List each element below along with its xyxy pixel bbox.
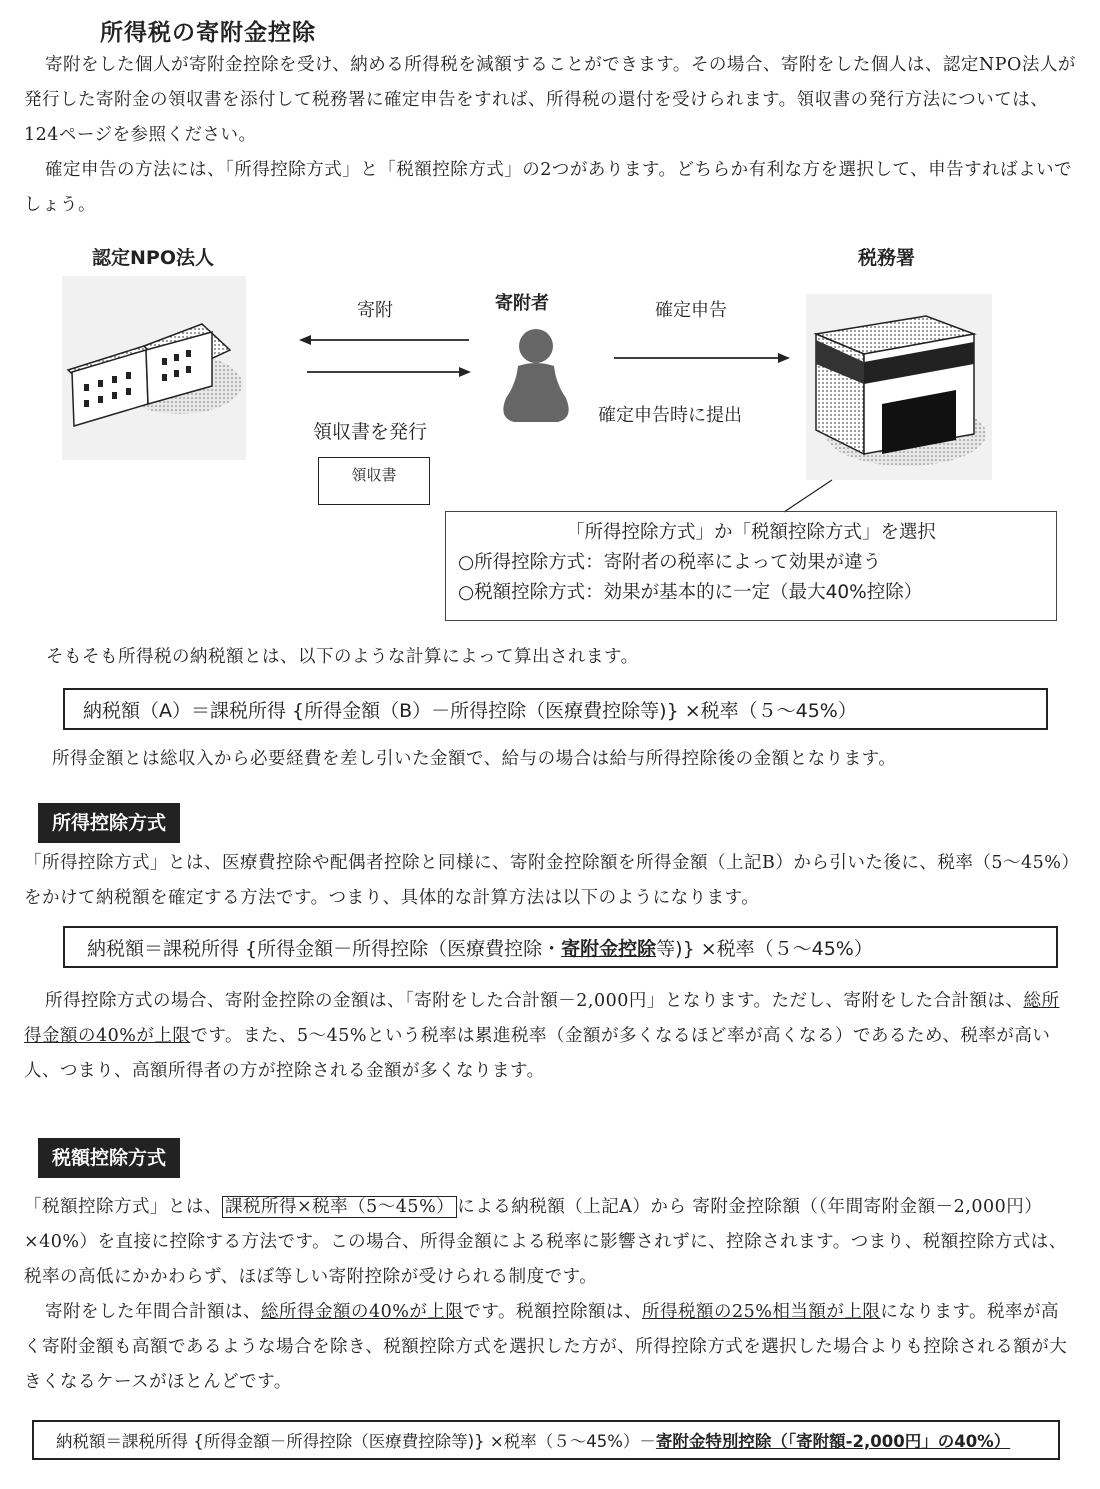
formula-income-deduction-box — [63, 926, 1058, 968]
formula-income-pre: 納税額＝課税所得 {所得金額－所得控除（医療費控除・ — [87, 937, 562, 960]
formula-income-emphasis: 寄附金控除 — [561, 937, 657, 960]
section2-limit-text-1: 総所得金額の40%が上限 — [261, 1302, 464, 1322]
section1-paragraph-1 — [24, 846, 1076, 916]
section1-text-2a: 所得控除方式の場合、寄附金控除の金額は、「寄附をした合計額－2,000円」となります。ただし、寄附をした合計額は、 — [45, 991, 1024, 1011]
office-building-icon — [806, 294, 992, 480]
submit-label: 確定申告時に提出 — [598, 405, 742, 426]
donor-label: 寄附者 — [495, 293, 549, 314]
section2-text-2c: になります。税率が高く寄附金額も高額であるような場合を除き、税額控除方式を選択した方が、所得控除方式を選択した場合よりも控除される額が大きくなるケースがほとんどです。 — [24, 1302, 1068, 1392]
section1-paragraph-2 — [24, 984, 1076, 1089]
calc-intro: そもそも所得税の納税額とは、以下のような計算によって算出されます。 — [46, 647, 639, 667]
section1-text-1: 「所得控除方式」とは、医療費控除や配偶者控除と同様に、寄附金控除額を所得金額（上記B）から引いた後に、税率（5～45%）をかけて納税額を確定する方法です。つまり、具体的な計算方法は以下のようになります。 — [24, 853, 1071, 908]
section2-text-2b: です。税額控除額は、 — [463, 1302, 643, 1322]
donation-label: 寄附 — [357, 300, 393, 321]
section2-framed-text: 課税所得×税率（5～45%） — [222, 1196, 457, 1218]
formula-income-post: 等)} ×税率（５～45%） — [656, 937, 873, 960]
note-line-2: ○所得控除方式：寄附者の税率によって効果が違う — [458, 552, 882, 573]
selection-note-box — [445, 511, 1057, 621]
arrow-tax-office — [612, 348, 794, 368]
section-heading-income-deduction: 所得控除方式 — [38, 803, 180, 843]
npo-label: 認定NPO法人 — [92, 247, 214, 269]
income-note: 所得金額とは総収入から必要経費を差し引いた金額で、給与の場合は給与所得控除後の金額となります。 — [52, 749, 897, 769]
section1-limit-text: 総所得金額の40%が上限 — [24, 991, 1060, 1046]
section2-text-1b: による納税額（上記A）から 寄附金控除額（（年間寄附金額－2,000円）×40%）を直接に控除する方法です。この場合、所得金額による税率に影響されずに、控除されます。つまり、税額控除方式は、税率の高低にかかわらず、ほぼ等しい寄附控除が受けられる制度です。 — [24, 1197, 1067, 1287]
section-heading-tax-credit: 税額控除方式 — [38, 1138, 180, 1178]
note-line-1: 「所得控除方式」か「税額控除方式」を選択 — [565, 522, 936, 543]
filing-label: 確定申告 — [655, 300, 727, 321]
section2-text-1a: 「税額控除方式」とは、 — [24, 1197, 222, 1217]
formula-main: 納税額（A）＝課税所得 {所得金額（B）－所得控除（医療費控除等)} ×税率（５～45%） — [83, 699, 857, 722]
tax-office-label: 税務署 — [858, 247, 916, 269]
page-title: 所得税の寄附金控除 — [100, 20, 316, 46]
intro-paragraph-1: 寄附をした個人が寄附金控除を受け、納める所得税を減額することができます。その場合、寄附をした個人は、認定NPO法人が発行した寄附金の領収書を添付して税務署に確定申告をすれば、所得税の還付を受けられます。領収書の発行方法については、124ページを参照ください。 — [24, 55, 1076, 145]
formula-tax-credit-box — [32, 1420, 1060, 1460]
intro-text — [24, 48, 1076, 223]
arrows-npo — [295, 330, 475, 380]
section2-text-2a: 寄附をした年間合計額は、 — [45, 1302, 261, 1322]
receipt-issue-label: 領収書を発行 — [313, 421, 428, 443]
formula-main-box — [63, 688, 1048, 730]
note-line-3: ○税額控除方式：効果が基本的に一定（最大40%控除） — [458, 582, 923, 603]
npo-building-illustration — [62, 276, 246, 460]
section2-paragraphs — [24, 1190, 1076, 1400]
section1-text-2b: です。また、5～45%という税率は累進税率（金額が多くなるほど率が高くなる）であるため、税率が高い人、つまり、高額所得者の方が控除される金額が多くなります。 — [24, 1026, 1051, 1081]
tax-office-illustration — [806, 294, 992, 480]
building-icon — [62, 276, 246, 460]
callout-pointer — [780, 478, 840, 514]
intro-paragraph-2: 確定申告の方法には、「所得控除方式」と「税額控除方式」の2つがあります。どちらか有利な方を選択して、申告すればよいでしょう。 — [24, 160, 1073, 215]
formula-credit-pre: 納税額＝課税所得 {所得金額－所得控除（医療費控除等)} ×税率（５～45%）－ — [56, 1432, 656, 1451]
formula-credit-emphasis: 寄附金特別控除（「寄附額-2,000円」の40%） — [655, 1432, 1011, 1451]
person-icon — [496, 326, 576, 426]
receipt-box — [318, 457, 430, 505]
section2-limit-text-2: 所得税額の25%相当額が上限 — [642, 1302, 881, 1322]
receipt-box-label: 領収書 — [351, 466, 397, 484]
